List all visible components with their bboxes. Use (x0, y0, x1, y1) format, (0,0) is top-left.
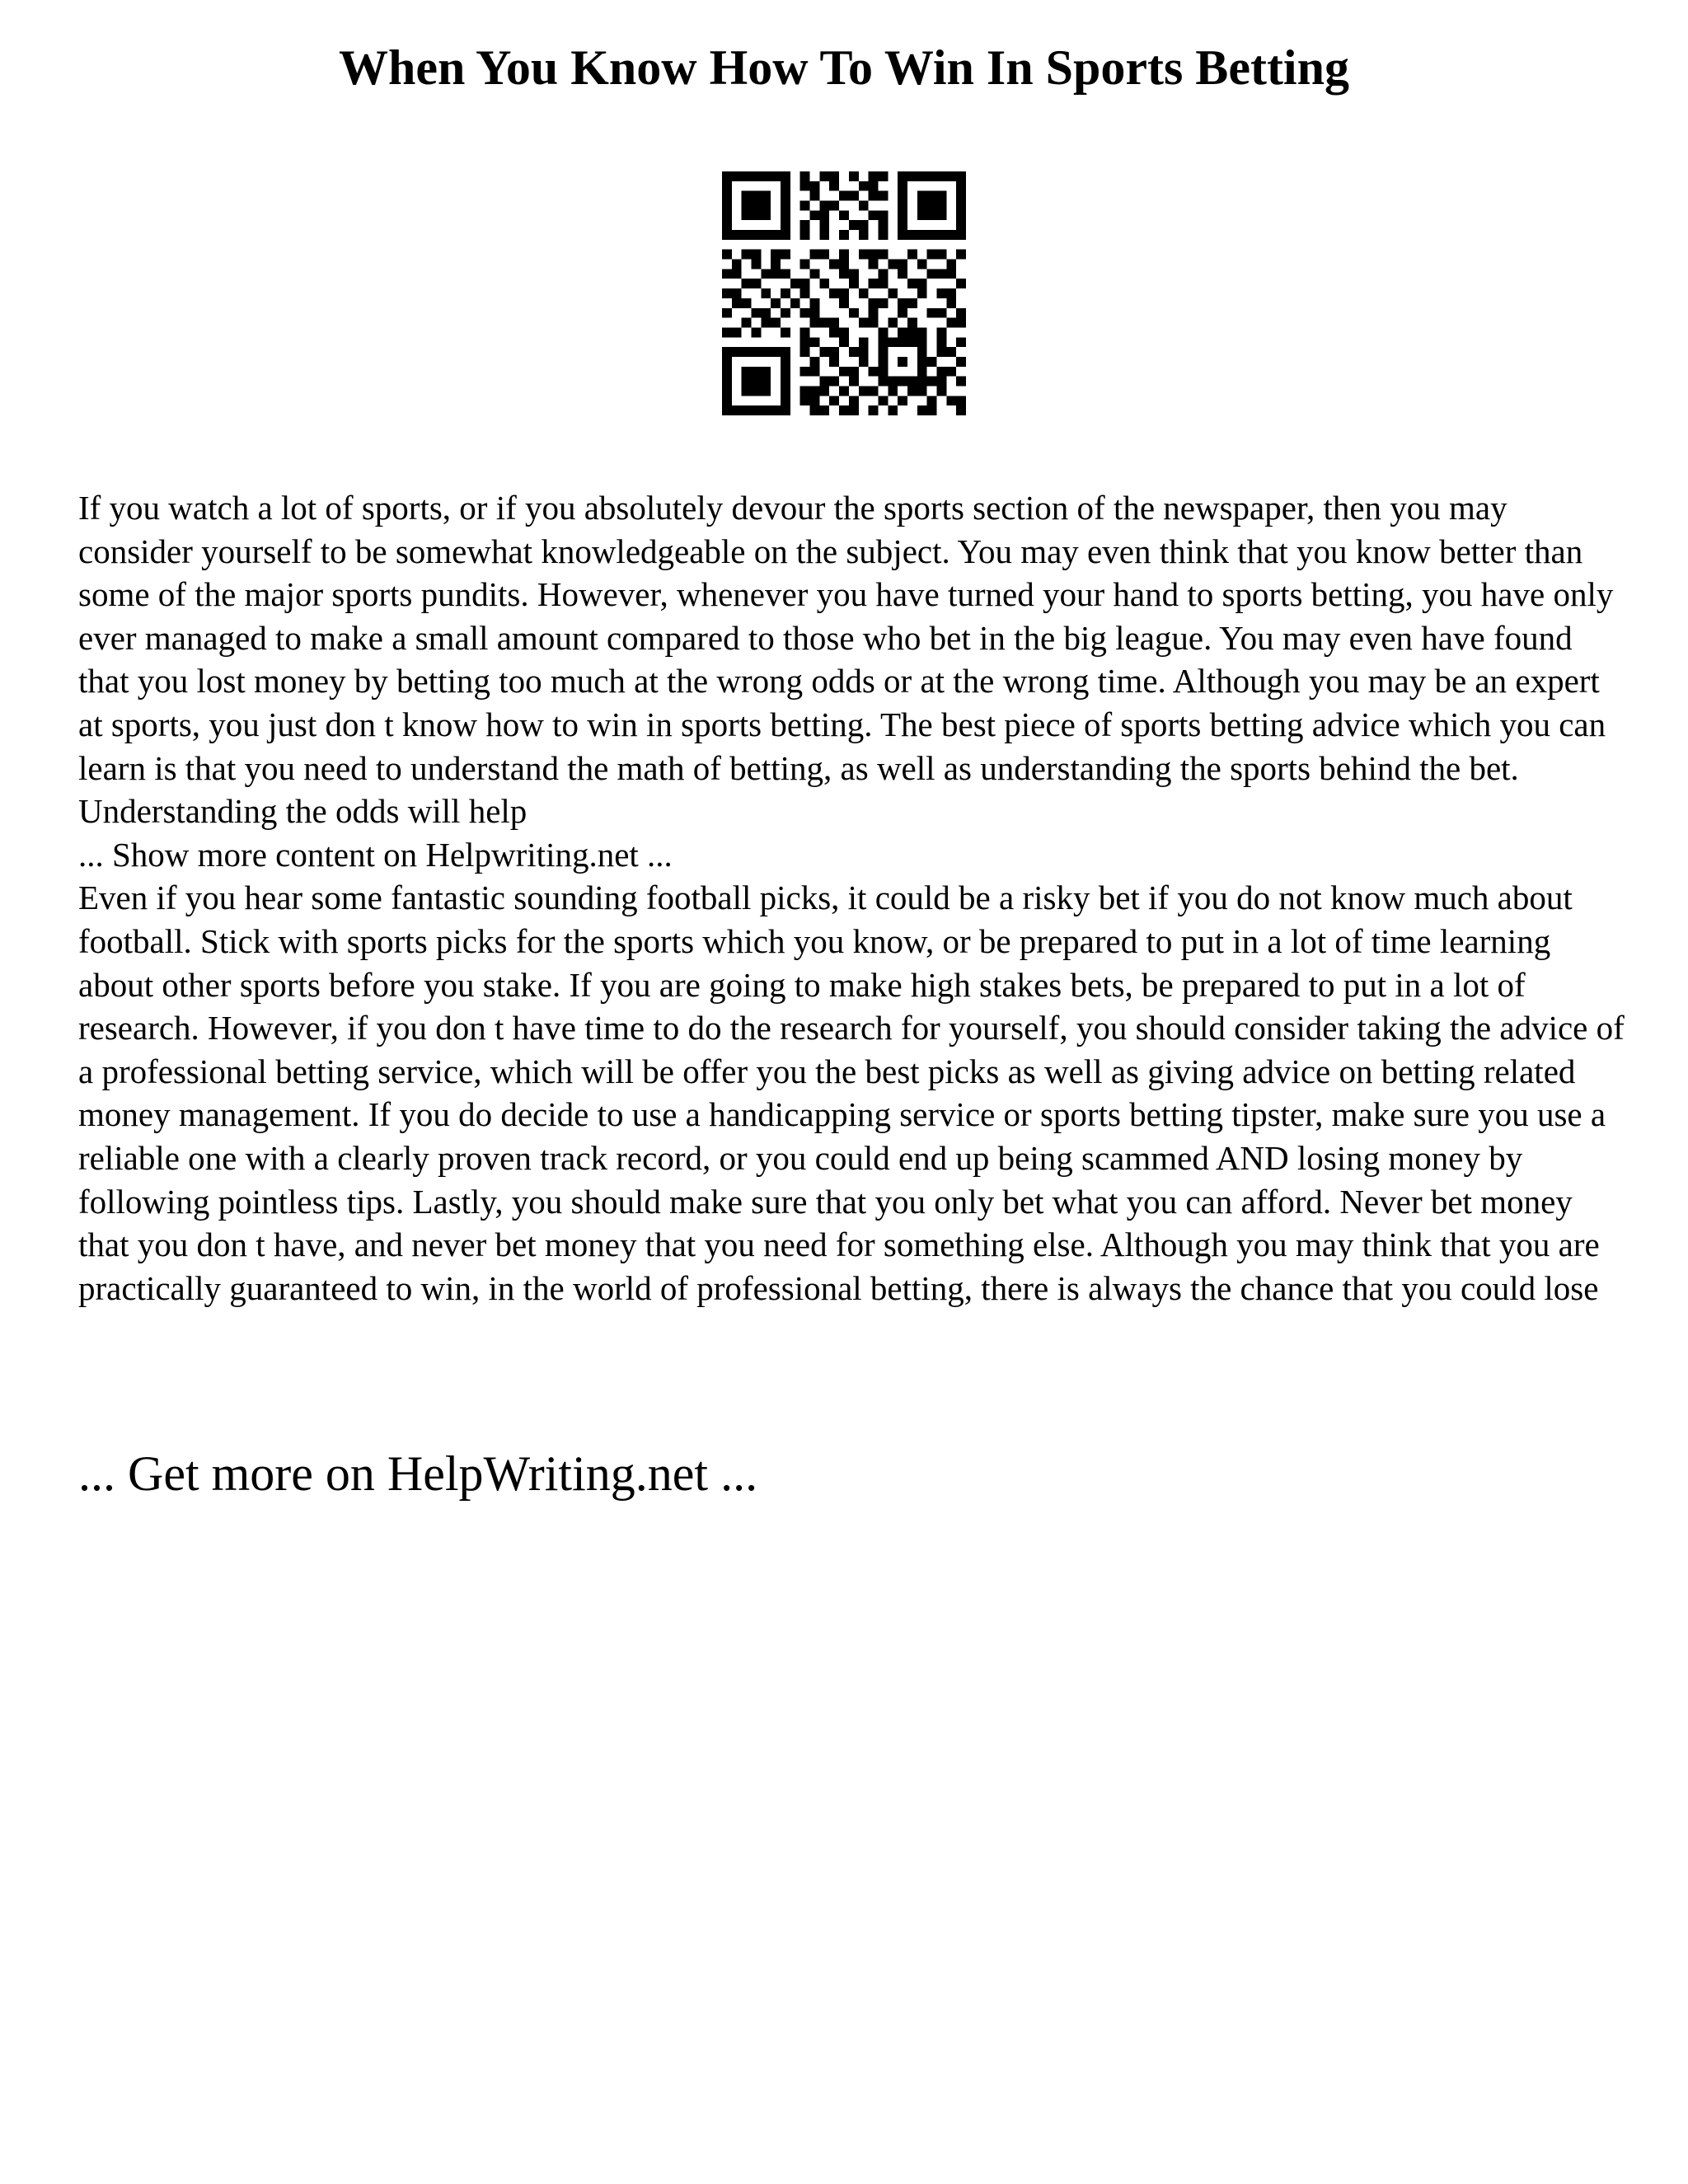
get-more-link[interactable]: ... Get more on HelpWriting.net ... (78, 1446, 758, 1501)
page-title: When You Know How To Win In Sports Betting (339, 40, 1349, 95)
article-body (78, 486, 1628, 1310)
qr-code-icon (722, 171, 966, 415)
show-more-link[interactable]: ... Show more content on Helpwriting.net ... (78, 835, 673, 874)
article-paragraph-1: If you watch a lot of sports, or if you absolutely devour the sports section of the newspaper, then you may consider yourself to be somewhat knowledgeable on the subject. You may even think that you know better than some of the major sports pundits. However, whenever you have turned your hand to sports betting, you have only ever managed to make a small amount compared to those who bet in the big league. You may even have found that you lost money by betting too much at the wrong odds or at the wrong time. Although you may be an expert at sports, you just don t know how to win in sports betting. The best piece of sports betting advice which you can learn is that you need to understand the math of betting, as well as understanding the sports behind the bet. Understanding the odds will help (78, 489, 1614, 831)
qr-code-graphic (722, 171, 966, 415)
article-paragraph-2: Even if you hear some fantastic sounding football picks, it could be a risky bet if you do not know much about football. Stick with sports picks for the sports which you know, or be prepared to put in a lot of time learning about other sports before you stake. If you are going to make high stakes bets, be prepared to put in a lot of research. However, if you don t have time to do the research for yourself, you should consider taking the advice of a professional betting service, which will be offer you the best picks as well as giving advice on betting related money management. If you do decide to use a handicapping service or sports betting tipster, make sure you use a reliable one with a clearly proven track record, or you could end up being scammed AND losing money by following pointless tips. Lastly, you should make sure that you only bet what you can afford. Never bet money that you don t have, and never bet money that you need for something else. Although you may think that you are practically guaranteed to win, in the world of professional betting, there is always the chance that you could lose (78, 879, 1625, 1307)
